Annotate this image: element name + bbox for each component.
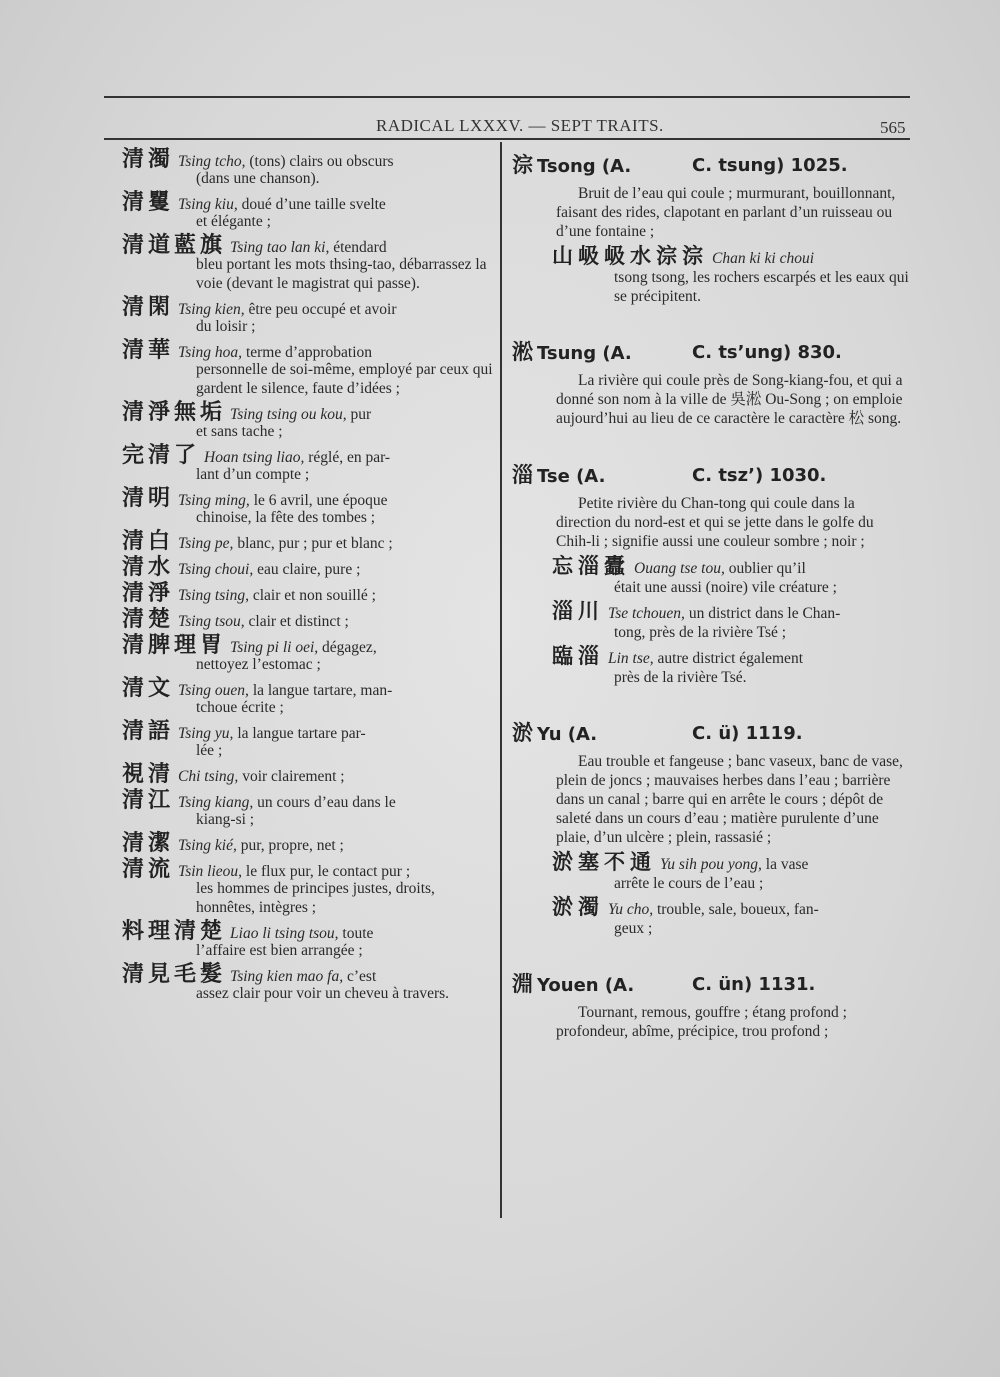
entry-definition: clair et distinct ; <box>244 613 349 630</box>
entry-definition-continued: assez clair pour voir un cheveu à travers. <box>196 985 450 1002</box>
entry-definition: (tons) clairs ou obscurs <box>245 153 394 170</box>
character-heading <box>512 340 912 364</box>
entry-definition: blanc, pur ; pur et blanc ; <box>233 535 393 552</box>
compound-romanization: Yu cho, <box>608 901 654 918</box>
character-heading <box>512 972 912 996</box>
entry-romanization: Tsing yu, <box>178 725 234 742</box>
compound-entry <box>512 644 912 687</box>
entry-romanization: Tsin lieou, <box>178 863 243 880</box>
section-gap <box>512 692 912 718</box>
dictionary-entry <box>122 581 496 606</box>
entry-definition-continued: l’affaire est bien arrangée ; <box>196 942 363 959</box>
entry-first-line <box>122 788 396 813</box>
dictionary-entry <box>122 919 496 960</box>
dictionary-entry <box>122 486 496 527</box>
entry-first-line <box>122 190 386 215</box>
dictionary-entry <box>122 147 496 188</box>
compound-definition-continued: tsong tsong, les rochers escarpés et les eaux qui se précipitent. <box>614 269 909 305</box>
left-column <box>122 147 496 1008</box>
compound-entry <box>512 554 912 597</box>
character-description: Eau trouble et fangeuse ; banc vaseux, banc de vase, plein de joncs ; mauvaises herbes dans l’eau ; barrière dans un canal ; barre qui en arrête le cours ; dépôt de saleté dans un cours d’eau ; matière purulente d’une plaie, d’un ulcère ; plein, rassasié ; <box>556 753 903 846</box>
section-gap <box>512 311 912 337</box>
entry-hanzi: 清道藍旗 <box>122 233 227 258</box>
heading-character: 淄 <box>512 463 533 487</box>
entry-romanization: Tsing hoa, <box>178 344 243 361</box>
heading-pronunciation: Tsong (A. <box>537 156 632 177</box>
entry-first-line <box>122 919 374 944</box>
entry-hanzi: 清脾理胃 <box>122 633 227 658</box>
entry-definition: dégagez, <box>318 639 377 656</box>
heading-cantonese: C. ün) 1131. <box>692 974 816 995</box>
dictionary-entry <box>122 295 496 336</box>
character-description: Bruit de l’eau qui coule ; murmurant, bouillonnant, faisant des rides, clapotant en parlant d’un ruisseau ou d’une fontaine ; <box>556 185 896 240</box>
entry-romanization: Tsing kiang, <box>178 794 254 811</box>
heading-character: 淞 <box>512 340 533 364</box>
dictionary-entry <box>122 719 496 760</box>
character-description: La rivière qui coule près de Song-kiang-fou, et qui a donné son nom à la ville de 吳淞 Ou-Song ; on emploie aujourd’hui au lieu de ce caractère le caractère 松 song. <box>556 372 903 427</box>
entry-definition-continued: chinoise, la fête des tombes ; <box>196 509 376 526</box>
section-gap <box>512 434 912 460</box>
entry-hanzi: 清濁 <box>122 147 175 172</box>
entry-romanization: Tsing pi li oei, <box>230 639 319 656</box>
character-heading <box>512 153 912 177</box>
dictionary-entry <box>122 338 496 398</box>
entry-definition: clair et non souillé ; <box>248 587 376 604</box>
compound-hanzi: 臨淄 <box>552 644 604 668</box>
entry-definition: toute <box>338 925 374 942</box>
dictionary-entry <box>122 190 496 231</box>
right-column <box>512 150 912 1047</box>
entry-first-line <box>122 443 391 468</box>
entry-romanization: Liao li tsing tsou, <box>230 925 339 942</box>
entry-definition-continued: du loisir ; <box>196 318 256 335</box>
section-gap <box>512 943 912 969</box>
compound-definition-continued: tong, près de la rivière Tsé ; <box>614 624 787 641</box>
column-divider <box>500 142 502 1218</box>
entry-definition: eau claire, pure ; <box>253 561 361 578</box>
entry-first-line <box>122 831 344 856</box>
header-rule <box>104 138 910 140</box>
entry-romanization: Tsing kié, <box>178 837 237 854</box>
dictionary-entry <box>122 529 496 554</box>
dictionary-entry <box>122 233 496 293</box>
entry-hanzi: 清楚 <box>122 607 175 632</box>
entry-definition-continued: kiang-si ; <box>196 811 255 828</box>
entry-definition: étendard <box>329 239 387 256</box>
entry-hanzi: 完清了 <box>122 443 201 468</box>
entry-hanzi: 清白 <box>122 529 175 554</box>
entry-first-line <box>122 676 393 701</box>
entry-hanzi: 清水 <box>122 555 175 580</box>
entry-hanzi: 清文 <box>122 676 175 701</box>
entry-definition-continued: (dans une chanson). <box>196 170 320 187</box>
entry-hanzi: 清語 <box>122 719 175 744</box>
entry-first-line <box>122 962 377 987</box>
entry-first-line <box>122 295 397 320</box>
dictionary-entry <box>122 633 496 674</box>
compound-definition: la vase <box>761 856 809 873</box>
compound-romanization: Tse tchouen, <box>608 605 685 622</box>
dictionary-entry <box>122 400 496 441</box>
dictionary-entry <box>122 555 496 580</box>
entry-first-line <box>122 607 349 632</box>
compound-romanization: Yu sih pou yong, <box>660 856 762 873</box>
entry-romanization: Hoan tsing liao, <box>204 449 305 466</box>
entry-first-line <box>122 233 387 258</box>
entry-hanzi: 清閑 <box>122 295 175 320</box>
compound-definition-continued: était une aussi (noire) vile créature ; <box>614 579 837 596</box>
entry-definition-continued: personnelle de soi-même, employé par ceux qui gardent le silence, faute d’idées ; <box>196 361 493 397</box>
entry-first-line <box>122 633 377 658</box>
entry-definition-continued: les hommes de principes justes, droits, honnêtes, intègres ; <box>196 880 435 916</box>
entry-first-line <box>122 857 411 882</box>
heading-pronunciation: Tsung (A. <box>537 343 632 364</box>
dictionary-entry <box>122 607 496 632</box>
compound-definition-continued: près de la rivière Tsé. <box>614 669 747 686</box>
entry-definition: être peu occupé et avoir <box>244 301 397 318</box>
page-number: 565 <box>880 118 906 137</box>
compound-definition: oublier qu’il <box>724 560 806 577</box>
running-header: RADICAL LXXXV. — SEPT TRAITS. <box>376 116 664 135</box>
entry-definition: le 6 avril, une époque <box>249 492 388 509</box>
top-rule <box>104 96 910 98</box>
compound-definition: trouble, sale, boueux, fan- <box>653 901 819 918</box>
compound-romanization: Chan ki ki choui <box>712 250 815 267</box>
entry-hanzi: 清江 <box>122 788 175 813</box>
character-heading <box>512 463 912 487</box>
entry-definition: la langue tartare, man- <box>248 682 393 699</box>
entry-definition-continued: et élégante ; <box>196 213 271 230</box>
entry-definition: doué d’une taille svelte <box>237 196 386 213</box>
entry-hanzi: 清潔 <box>122 831 175 856</box>
compound-definition: un district dans le Chan- <box>684 605 841 622</box>
heading-cantonese: C. tsung) 1025. <box>692 155 848 176</box>
heading-character: 淵 <box>512 972 533 996</box>
dictionary-entry <box>122 831 496 856</box>
heading-cantonese: C. ü) 1119. <box>692 723 803 744</box>
dictionary-entry <box>122 443 496 484</box>
entry-romanization: Tsing tsou, <box>178 613 245 630</box>
entry-first-line <box>122 338 373 363</box>
entry-definition-continued: lée ; <box>196 742 223 759</box>
entry-romanization: Tsing kien mao fa, <box>230 968 344 985</box>
entry-hanzi: 清淨無垢 <box>122 400 227 425</box>
entry-romanization: Tsing kiu, <box>178 196 238 213</box>
entry-first-line <box>122 762 345 787</box>
heading-cantonese: C. tsz’) 1030. <box>692 465 827 486</box>
entry-first-line <box>122 529 393 554</box>
entry-hanzi: 清矍 <box>122 190 175 215</box>
entry-first-line <box>122 581 376 606</box>
compound-hanzi: 淤塞不通 <box>552 850 656 874</box>
compound-hanzi: 忘淄蠹 <box>552 554 630 578</box>
character-heading <box>512 721 912 745</box>
heading-character: 淤 <box>512 721 533 745</box>
entry-definition: c’est <box>343 968 377 985</box>
compound-entry <box>512 850 912 893</box>
entry-hanzi: 清華 <box>122 338 175 363</box>
entry-definition: réglé, en par- <box>304 449 391 466</box>
compound-entry <box>512 599 912 642</box>
entry-romanization: Tsing tao lan ki, <box>230 239 330 256</box>
heading-pronunciation: Youen (A. <box>537 975 635 996</box>
entry-definition: le flux pur, le contact pur ; <box>242 863 411 880</box>
heading-pronunciation: Tse (A. <box>537 466 606 487</box>
compound-definition-continued: geux ; <box>614 920 653 937</box>
entry-first-line <box>122 147 394 172</box>
entry-romanization: Tsing choui, <box>178 561 254 578</box>
entry-definition-continued: tchoue écrite ; <box>196 699 284 716</box>
dictionary-entry <box>122 962 496 1003</box>
entry-definition: pur <box>346 406 372 423</box>
entry-hanzi: 清流 <box>122 857 175 882</box>
compound-entry <box>512 895 912 938</box>
entry-hanzi: 視清 <box>122 762 175 787</box>
entry-definition: terme d’approbation <box>242 344 373 361</box>
compound-romanization: Ouang tse tou, <box>634 560 725 577</box>
entry-romanization: Tsing pe, <box>178 535 234 552</box>
entry-romanization: Tsing ouen, <box>178 682 249 699</box>
entry-hanzi: 清見毛髮 <box>122 962 227 987</box>
entry-first-line <box>122 486 388 511</box>
entry-hanzi: 清明 <box>122 486 175 511</box>
entry-first-line <box>122 555 361 580</box>
entry-definition-continued: lant d’un compte ; <box>196 466 310 483</box>
compound-hanzi: 淄川 <box>552 599 604 623</box>
compound-definition-continued: arrête le cours de l’eau ; <box>614 875 764 892</box>
entry-romanization: Tsing ming, <box>178 492 250 509</box>
entry-definition-continued: bleu portant les mots thsing-tao, débarrassez la voie (devant le magistrat qui passe). <box>196 256 487 292</box>
entry-romanization: Tsing tsing, <box>178 587 249 604</box>
compound-hanzi: 淤濁 <box>552 895 604 919</box>
character-description: Tournant, remous, gouffre ; étang profond ; profondeur, abîme, précipice, trou profond ; <box>556 1004 847 1040</box>
entry-definition: un cours d’eau dans le <box>253 794 396 811</box>
compound-entry <box>512 244 912 306</box>
heading-character: 淙 <box>512 153 533 177</box>
dictionary-entry <box>122 788 496 829</box>
heading-cantonese: C. ts’ung) 830. <box>692 342 842 363</box>
entry-definition-continued: nettoyez l’estomac ; <box>196 656 321 673</box>
dictionary-entry <box>122 762 496 787</box>
entry-romanization: Tsing kien, <box>178 301 245 318</box>
heading-pronunciation: Yu (A. <box>537 724 598 745</box>
dictionary-entry <box>122 857 496 917</box>
entry-romanization: Chi tsing, <box>178 768 239 785</box>
dictionary-entry <box>122 676 496 717</box>
compound-hanzi: 山岋岋水淙淙 <box>552 244 708 268</box>
compound-definition: autre district également <box>653 650 803 667</box>
entry-first-line <box>122 719 366 744</box>
entry-hanzi: 清淨 <box>122 581 175 606</box>
compound-romanization: Lin tse, <box>608 650 654 667</box>
character-description: Petite rivière du Chan-tong qui coule dans la direction du nord-est et qui se jette dans le golfe du Chih-li ; signifie aussi une couleur sombre ; noir ; <box>556 495 874 550</box>
entry-romanization: Tsing tsing ou kou, <box>230 406 347 423</box>
entry-definition: voir clairement ; <box>238 768 345 785</box>
entry-definition-continued: et sans tache ; <box>196 423 283 440</box>
entry-definition: la langue tartare par- <box>233 725 366 742</box>
entry-hanzi: 料理清楚 <box>122 919 227 944</box>
entry-first-line <box>122 400 372 425</box>
entry-romanization: Tsing tcho, <box>178 153 246 170</box>
entry-definition: pur, propre, net ; <box>236 837 344 854</box>
